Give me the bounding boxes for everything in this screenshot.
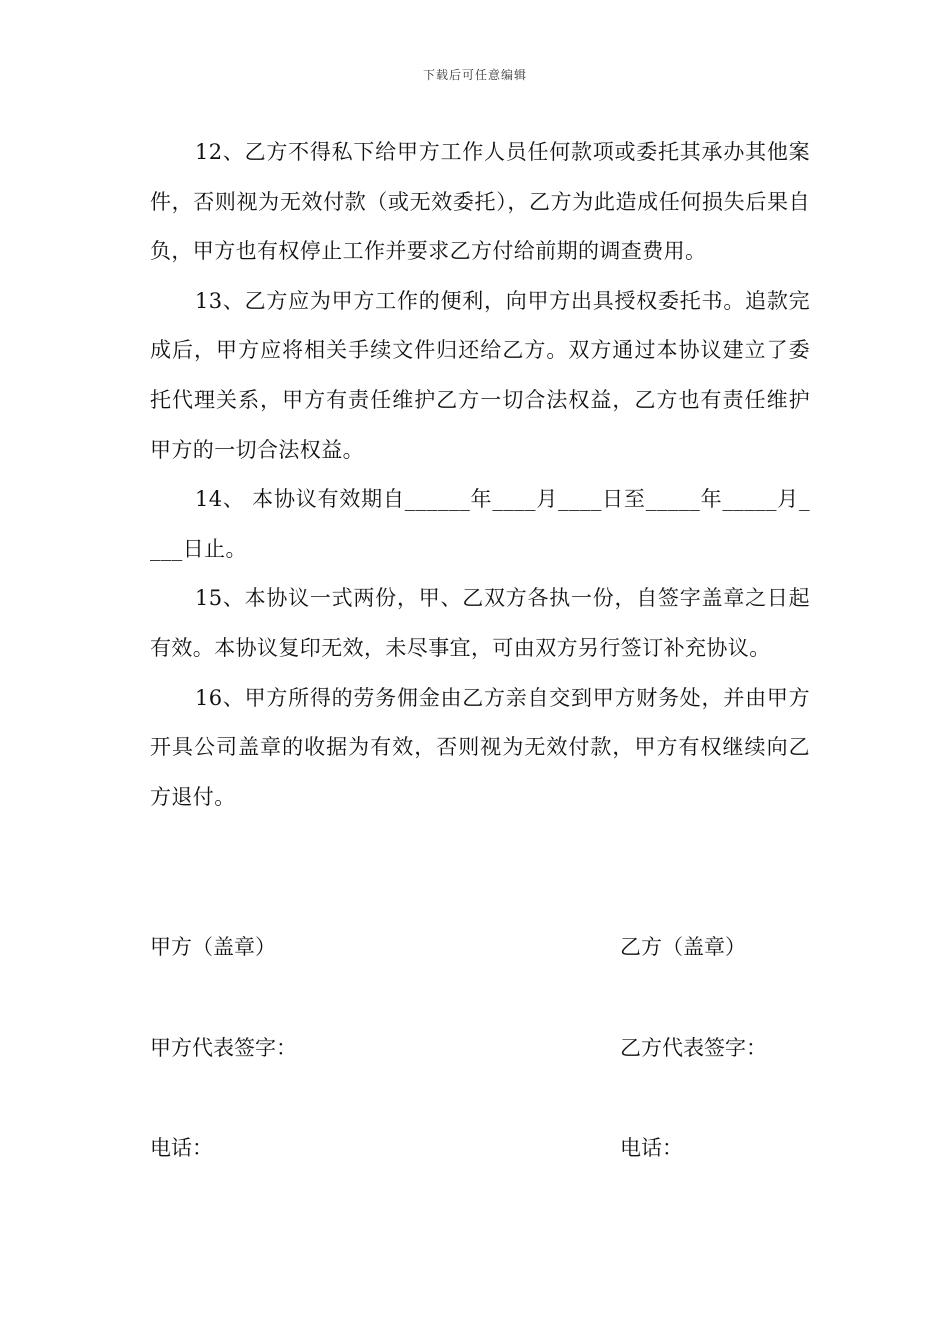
clause-14: 14、 本协议有效期自______年____月____日至_____年_____月____日止。 xyxy=(150,487,810,561)
phone-row xyxy=(150,1133,810,1163)
party-b-rep-signature-label: 乙方代表签字： xyxy=(620,1036,767,1060)
party-b-seal-label: 乙方（盖章） xyxy=(620,935,746,959)
agreement-clauses xyxy=(150,128,810,822)
seal-row xyxy=(150,932,810,962)
party-a-seal-label: 甲方（盖章） xyxy=(150,935,276,959)
party-a-phone-label: 电话： xyxy=(150,1136,213,1160)
party-b-phone-label: 电话： xyxy=(620,1136,683,1160)
clause-16: 16、甲方所得的劳务佣金由乙方亲自交到甲方财务处，并由甲方开具公司盖章的收据为有效，否则视为无效付款，甲方有权继续向乙方退付。 xyxy=(150,685,810,809)
clause-15: 15、本协议一式两份，甲、乙双方各执一份，自签字盖章之日起有效。本协议复印无效，未尽事宜，可由双方另行签订补充协议。 xyxy=(150,586,810,660)
page-header-note: 下载后可任意编辑 xyxy=(422,68,527,82)
clause-12: 12、乙方不得私下给甲方工作人员任何款项或委托其承办其他案件，否则视为无效付款（或无效委托），乙方为此造成任何损失后果自负，甲方也有权停止工作并要求乙方付给前期的调查费用。 xyxy=(150,140,810,264)
representative-signature-row xyxy=(150,1033,810,1063)
clause-13: 13、乙方应为甲方工作的便利，向甲方出具授权委托书。追款完成后，甲方应将相关手续文件归还给乙方。双方通过本协议建立了委托代理关系，甲方有责任维护乙方一切合法权益，乙方也有责任维护甲方的一切合法权益。 xyxy=(150,288,810,462)
party-a-rep-signature-label: 甲方代表签字： xyxy=(150,1036,297,1060)
